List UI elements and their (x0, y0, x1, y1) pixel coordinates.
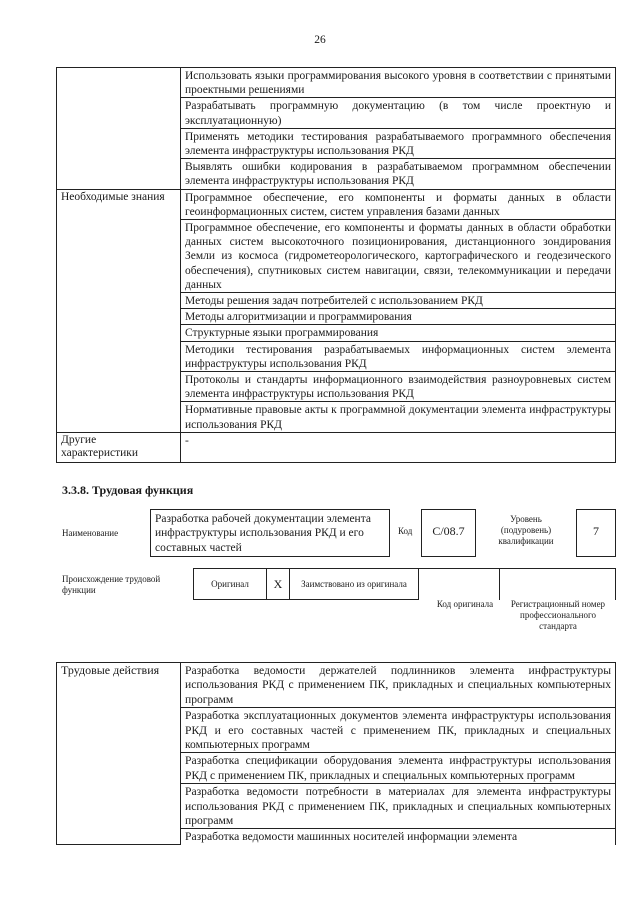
page-number: 26 (314, 34, 326, 46)
skill-item: Выявлять ошибки кодирования в разрабатываемом программном обеспечении элемента инфраструктуры использования РКД (181, 159, 616, 189)
skills-label (57, 68, 181, 190)
labor-actions-label: Трудовые действия (57, 663, 181, 845)
skill-item: Использовать языки программирования высокого уровня в соответствии с принятыми проектными решениями (181, 68, 616, 98)
function-code-box: С/08.7 (421, 509, 476, 557)
borrowed-label: Заимствовано из оригинала (290, 569, 419, 600)
knowledge-item: Программное обеспечение, его компоненты и форматы данных в области геоинформационных систем, систем управления базами данных (181, 189, 616, 219)
other-characteristics-value: - (181, 432, 616, 462)
skills-knowledge-table (56, 67, 616, 463)
original-mark: X (267, 569, 290, 600)
code-caption: Код оригинала (436, 599, 494, 609)
skill-item: Разрабатывать программную документацию (в том числе проектную и эксплуатационную) (181, 98, 616, 128)
section-title: 3.3.8. Трудовая функция (62, 483, 194, 497)
level-label: Уровень (подуровень) квалификации (498, 514, 554, 546)
labor-action-item: Разработка эксплуатационных документов элемента инфраструктуры использования РКД и его составных частей с применением ПК, прикладных и специальных компьютерных программ (181, 708, 616, 753)
level-value-box: 7 (576, 509, 616, 557)
origin-label: Происхождение трудовой функции (62, 574, 161, 595)
registration-caption: Регистрационный номер профессионального стандарта (510, 599, 606, 631)
labor-action-item: Разработка ведомости машинных носителей информации элемента (181, 829, 616, 845)
labor-action-item: Разработка ведомости держателей подлинников элемента инфраструктуры использования РКД с применением ПК, прикладных и специальных компьютерных программ (181, 663, 616, 708)
code-label: Код (398, 526, 413, 536)
origin-code-cell (419, 569, 500, 600)
knowledge-item: Протоколы и стандарты информационного взаимодействия разноуровневых систем элемента инфраструктуры использования РКД (181, 372, 616, 402)
knowledge-item: Методы решения задач потребителей с использованием РКД (181, 293, 616, 309)
origin-table (193, 568, 616, 600)
knowledge-item: Методики тестирования разрабатываемых информационных систем элемента инфраструктуры использования РКД (181, 341, 616, 371)
labor-action-item: Разработка ведомости потребности в материалах для элемента инфраструктуры использования РКД с применением ПК, прикладных и специальных компьютерных программ (181, 784, 616, 829)
origin-reg-cell (500, 569, 616, 600)
labor-action-item: Разработка спецификации оборудования элемента инфраструктуры использования РКД с применением ПК, прикладных и специальных компьютерных программ (181, 753, 616, 784)
knowledge-item: Структурные языки программирования (181, 325, 616, 341)
function-name-box: Разработка рабочей документации элемента инфраструктуры использования РКД и его составных частей (150, 509, 390, 557)
other-characteristics-label: Другие характеристики (57, 432, 181, 462)
name-label: Наименование (62, 528, 119, 538)
labor-actions-table (56, 662, 616, 845)
skill-item: Применять методики тестирования разрабатываемого программного обеспечения элемента инфраструктуры использования РКД (181, 128, 616, 158)
knowledge-item: Методы алгоритмизации и программирования (181, 309, 616, 325)
knowledge-item: Нормативные правовые акты к программной документации элемента инфраструктуры использования РКД (181, 402, 616, 432)
knowledge-label: Необходимые знания (57, 189, 181, 432)
knowledge-item: Программное обеспечение, его компоненты и форматы данных в области обработки данных систем высокоточного позиционирования, дистанционного зондирования Земли из космоса (гидрометеорологического, картографического и геодезического обеспечения), спутниковых систем навигации, связи, телекоммуникации и передачи данных (181, 220, 616, 293)
original-label: Оригинал (194, 569, 267, 600)
